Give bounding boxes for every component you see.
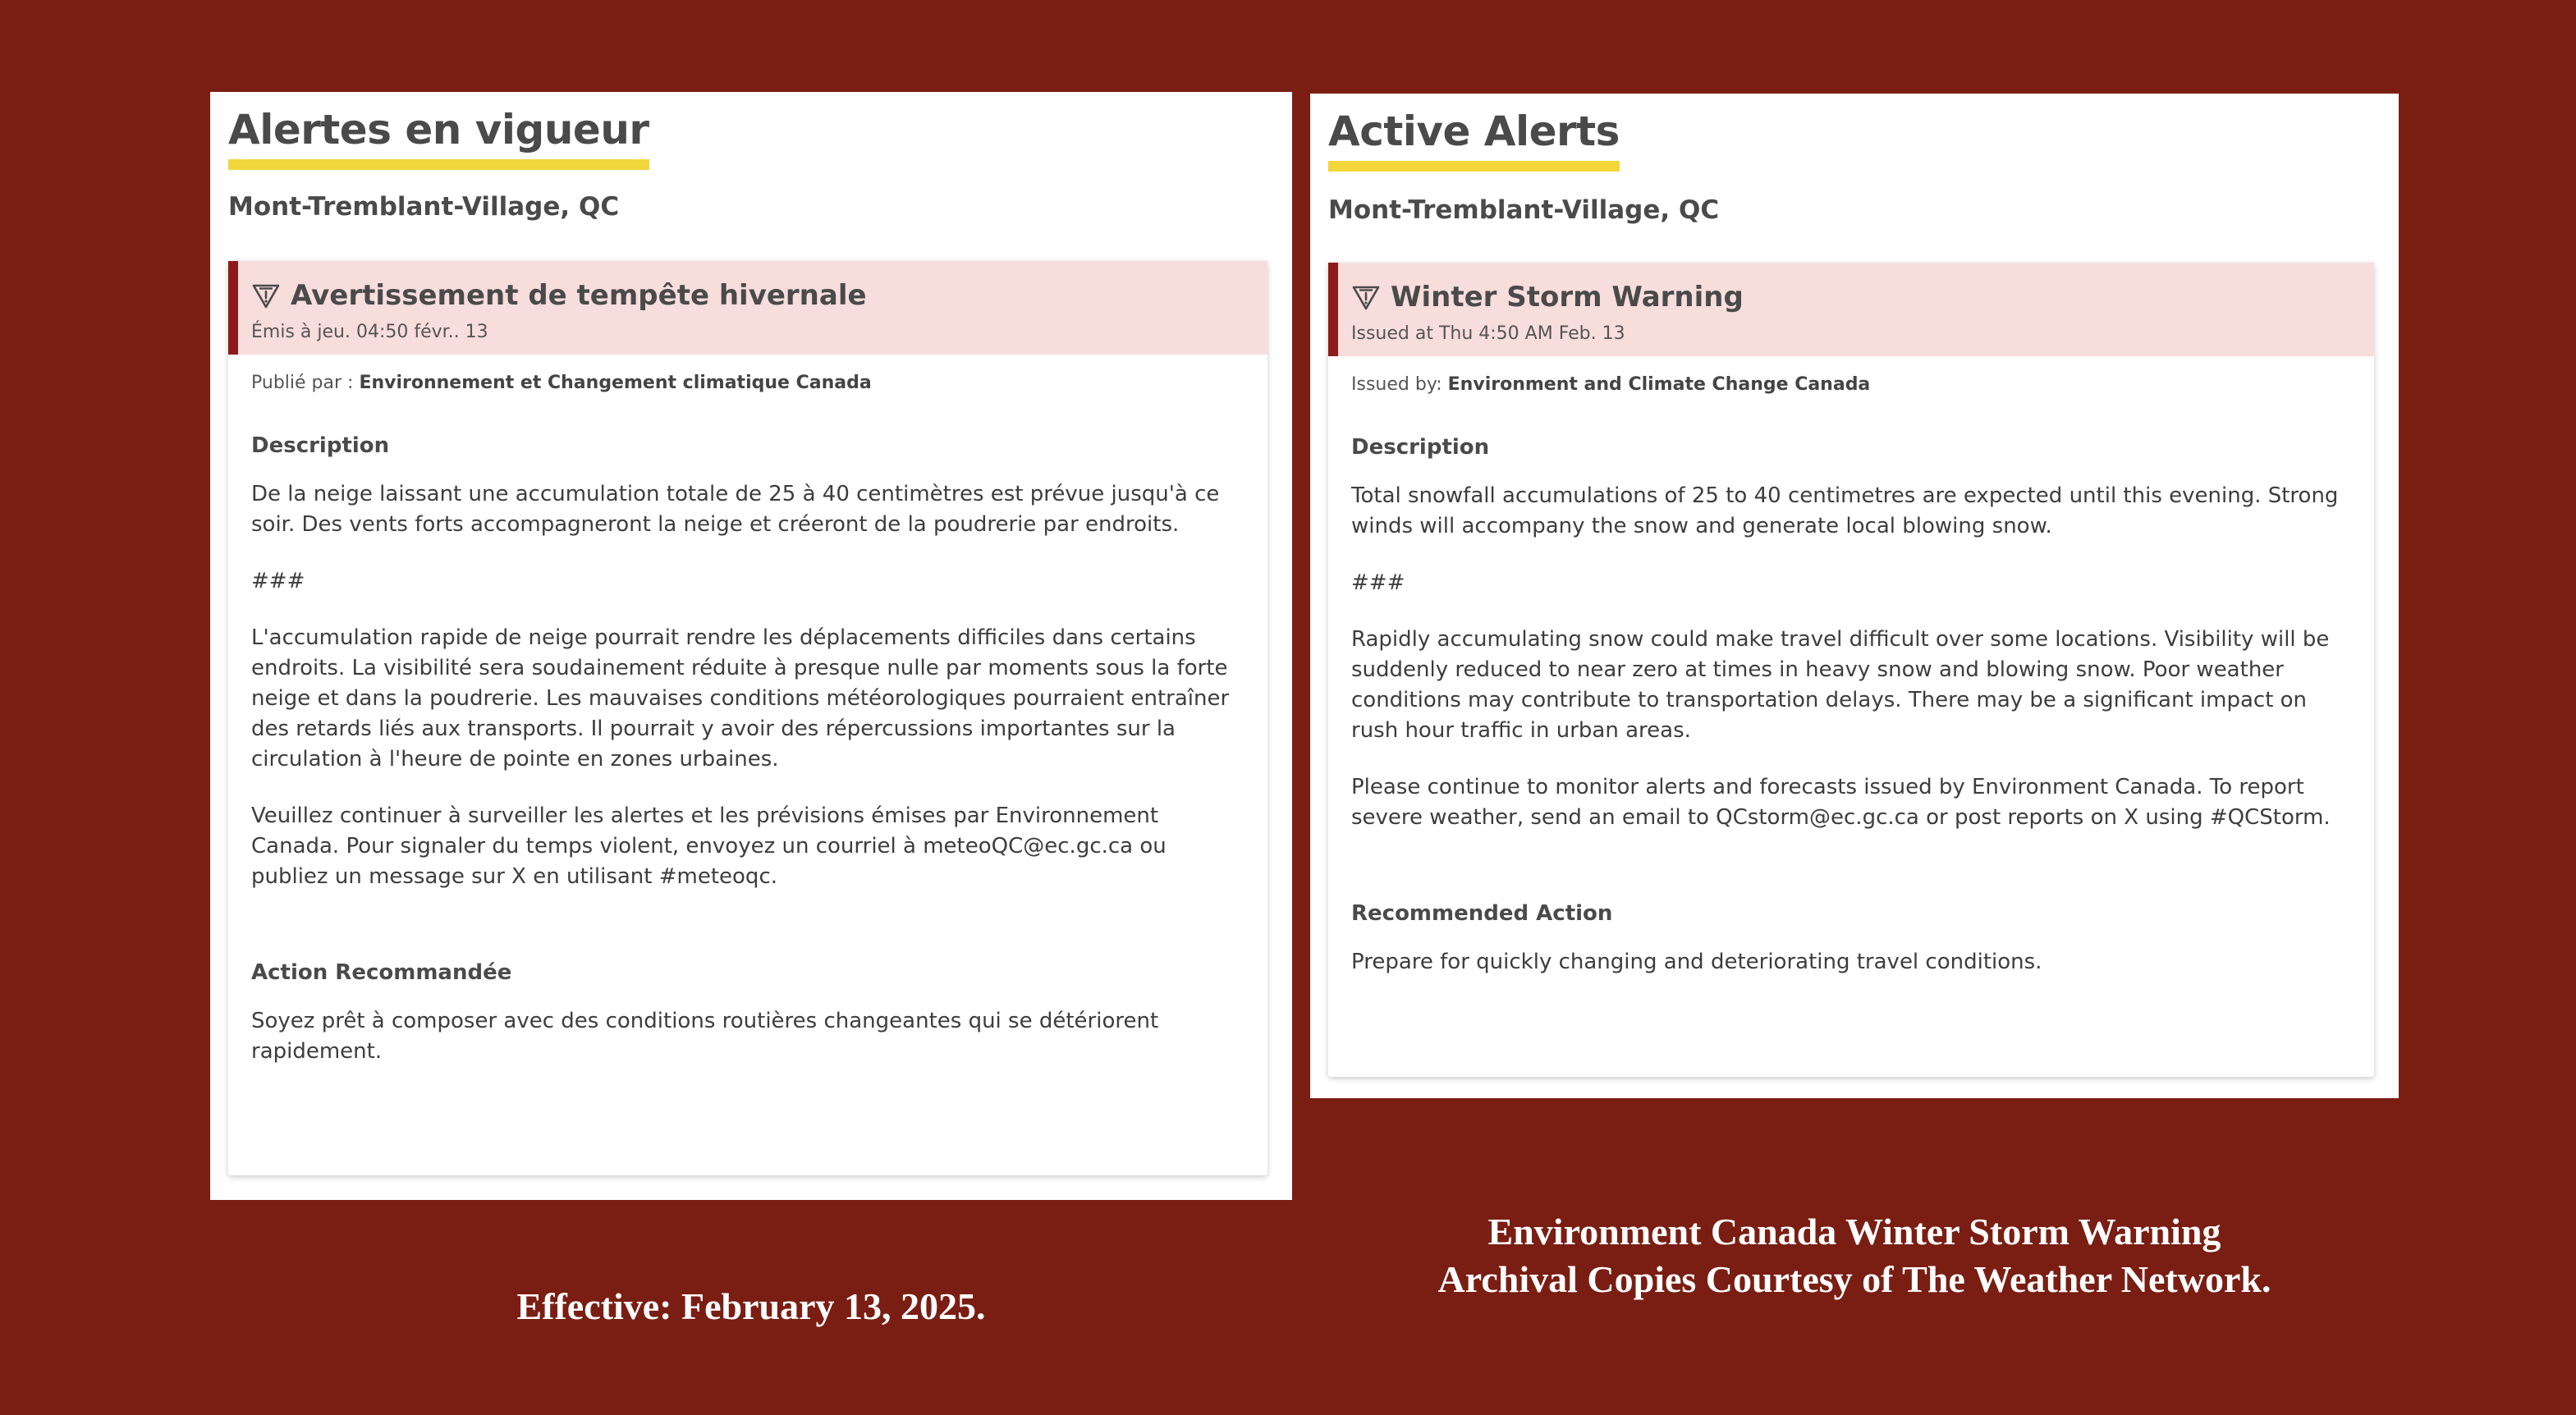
published-by <box>1351 369 2351 400</box>
alert-card <box>228 261 1267 1175</box>
description-separator: ### <box>251 569 305 593</box>
description-separator: ### <box>1351 570 1405 595</box>
alert-title: Avertissement de tempête hivernale <box>291 279 867 312</box>
description-paragraph: Total snowfall accumulations of 25 to 40 centimetres are expected until this evening. Strong winds will accompany the snow and generate local blowing snow. <box>1351 483 2339 538</box>
credit-caption-line: Archival Copies Courtesy of The Weather Network. <box>1437 1258 2271 1300</box>
action-heading: Action Recommandée <box>251 960 512 985</box>
credit-caption <box>1310 1208 2399 1303</box>
action-heading: Recommended Action <box>1351 901 1613 926</box>
alert-title: Winter Storm Warning <box>1391 281 1744 314</box>
alert-issued-time: Issued at Thu 4:50 AM Feb. 13 <box>1351 323 1625 344</box>
description-paragraph: Veuillez continuer à surveiller les alertes et les prévisions émises par Environnement Canada. Pour signaler du temps violent, envoyez un courriel à meteoQC@ec.gc.ca ou publiez un message sur X en utilisant #meteoqc. <box>251 804 1167 889</box>
alerts-panel-french <box>210 92 1292 1200</box>
warning-triangle-icon <box>1351 282 1381 312</box>
published-by-agency: Environment and Climate Change Canada <box>1447 374 1871 395</box>
description-paragraph: Please continue to monitor alerts and forecasts issued by Environment Canada. To report severe weather, send an email to QCstorm@ec.gc.ca or post reports on X using #QCStorm. <box>1351 775 2331 830</box>
published-label: Publié par : <box>251 373 354 393</box>
page-title: Active Alerts <box>1328 107 1620 172</box>
description-heading: Description <box>1351 435 1490 460</box>
description-paragraph: L'accumulation rapide de neige pourrait rendre les déplacements difficiles dans certains endroits. La visibilité sera soudainement réduite à presque nulle par moments sous la forte neige et dans la poudrerie. Les mauvaises conditions météorologiques pourraient entraîner des retards liés aux transports. Il pourrait y avoir des répercussions importantes sur la circulation à l'heure de pointe en zones urbaines. <box>251 625 1230 772</box>
published-label: Issued by: <box>1351 374 1442 395</box>
effective-date-caption: Effective: February 13, 2025. <box>516 1285 986 1327</box>
location-label: Mont-Tremblant-Village, QC <box>1328 195 1720 225</box>
alert-header[interactable] <box>1328 263 2374 356</box>
description-heading: Description <box>251 433 390 458</box>
description-paragraph: Rapidly accumulating snow could make travel difficult over some locations. Visibility will be suddenly reduced to near zero at times in heavy snow and blowing snow. Poor weather conditions may contribute to transportation delays. There may be a significant impact on rush hour traffic in urban areas. <box>1351 627 2330 743</box>
alert-body <box>228 368 1267 1067</box>
description-paragraph: De la neige laissant une accumulation totale de 25 à 40 centimètres est prévue jusqu'à ce soir. Des vents forts accompagneront la neige et créeront de la poudrerie par endroits. <box>251 482 1220 537</box>
alert-body <box>1328 369 2374 978</box>
published-by <box>251 368 1244 398</box>
alert-card <box>1328 263 2374 1077</box>
alert-header[interactable] <box>228 261 1267 355</box>
action-text: Soyez prêt à composer avec des conditions routières changeantes qui se détériorent rapidement. <box>251 1009 1159 1064</box>
alert-issued-time: Émis à jeu. 04:50 févr.. 13 <box>251 322 488 342</box>
action-text: Prepare for quickly changing and deteriorating travel conditions. <box>1351 950 2042 974</box>
warning-triangle-icon <box>251 281 281 310</box>
page-title: Alertes en vigueur <box>228 105 649 170</box>
alerts-panel-english <box>1310 94 2399 1098</box>
published-by-agency: Environnement et Changement climatique Canada <box>359 373 872 393</box>
credit-caption-line: Environment Canada Winter Storm Warning <box>1487 1211 2221 1252</box>
location-label: Mont-Tremblant-Village, QC <box>228 192 620 222</box>
